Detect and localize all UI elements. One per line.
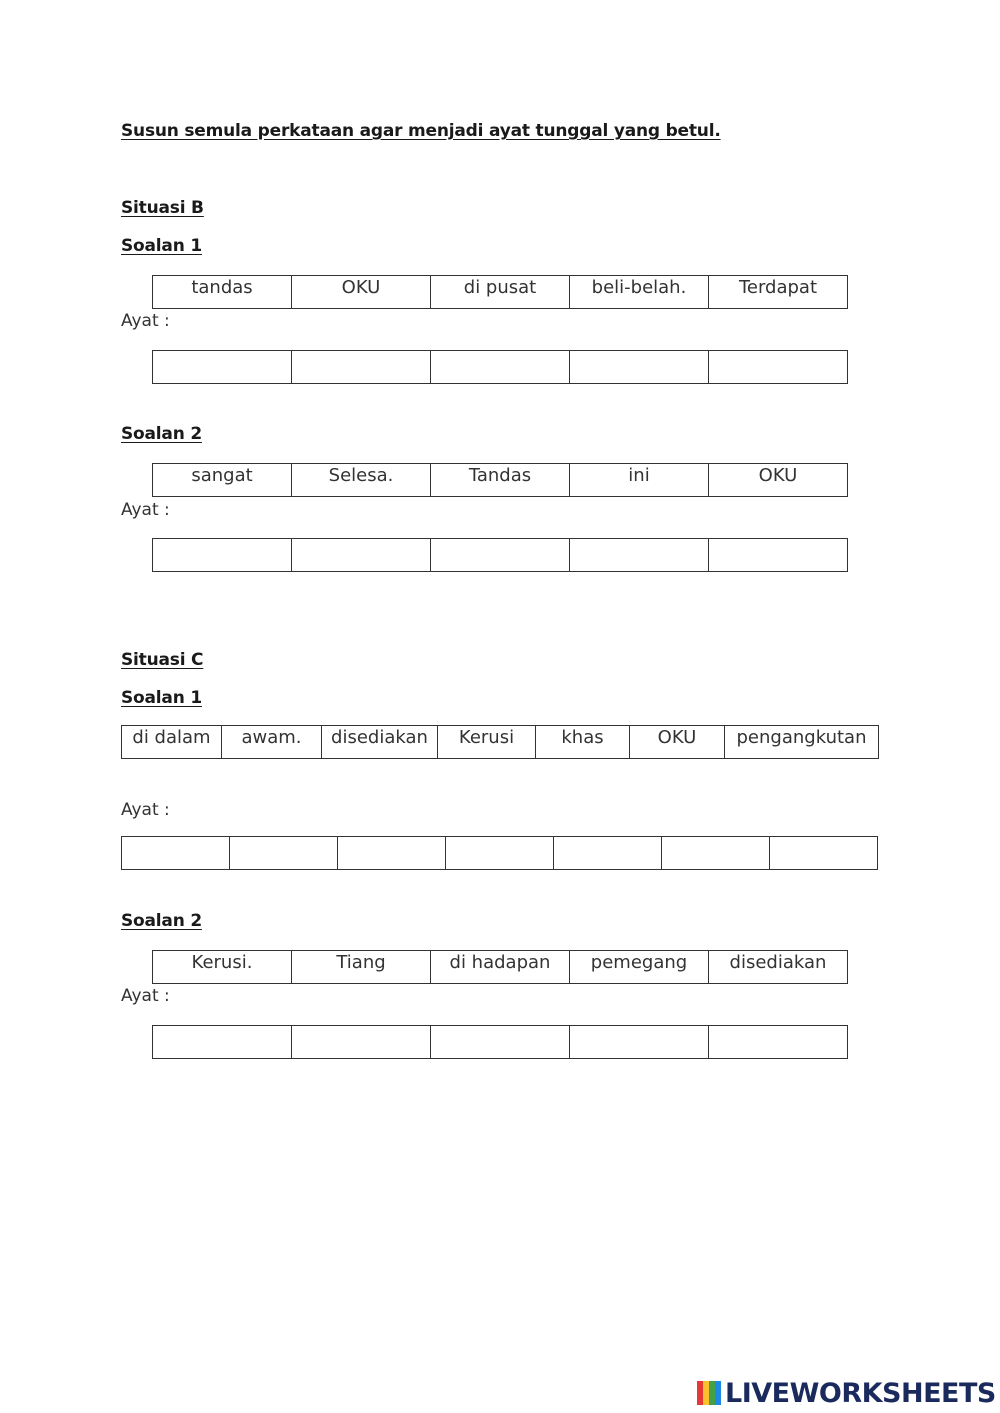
situasi-c-soalan2-word-table xyxy=(152,950,848,984)
answer-slot[interactable] xyxy=(709,1026,848,1059)
situasi-c-soalan1-title: Soalan 1 xyxy=(121,688,202,708)
answer-slot[interactable] xyxy=(570,1026,709,1059)
word-cell[interactable]: disediakan xyxy=(322,726,438,759)
situasi-b-title: Situasi B xyxy=(121,198,204,218)
ayat-label: Ayat : xyxy=(121,311,170,331)
answer-slot[interactable] xyxy=(446,837,554,870)
word-cell[interactable]: di pusat xyxy=(431,276,570,309)
answer-slot[interactable] xyxy=(230,837,338,870)
answer-slot[interactable] xyxy=(153,1026,292,1059)
word-cell[interactable]: sangat xyxy=(153,464,292,497)
answer-slot[interactable] xyxy=(770,837,878,870)
answer-slot[interactable] xyxy=(338,837,446,870)
situasi-b-soalan2-answer-table xyxy=(152,538,848,572)
ayat-label: Ayat : xyxy=(121,986,170,1006)
word-cell[interactable]: OKU xyxy=(292,276,431,309)
word-cell[interactable]: khas xyxy=(536,726,630,759)
answer-slot[interactable] xyxy=(122,837,230,870)
answer-slot[interactable] xyxy=(709,351,848,384)
answer-slot[interactable] xyxy=(431,539,570,572)
answer-slot[interactable] xyxy=(570,539,709,572)
liveworksheets-logo-icon xyxy=(697,1381,721,1405)
situasi-b-soalan1-word-table xyxy=(152,275,848,309)
ayat-label: Ayat : xyxy=(121,800,170,820)
situasi-b-soalan1-answer-table xyxy=(152,350,848,384)
word-cell[interactable]: disediakan xyxy=(709,951,848,984)
situasi-c-soalan2-answer-table xyxy=(152,1025,848,1059)
word-cell[interactable]: Selesa. xyxy=(292,464,431,497)
word-cell[interactable]: OKU xyxy=(709,464,848,497)
word-cell[interactable]: di dalam xyxy=(122,726,222,759)
answer-slot[interactable] xyxy=(153,539,292,572)
word-cell[interactable]: tandas xyxy=(153,276,292,309)
word-cell[interactable]: Kerusi xyxy=(438,726,536,759)
answer-slot[interactable] xyxy=(292,539,431,572)
answer-slot[interactable] xyxy=(662,837,770,870)
word-cell[interactable]: awam. xyxy=(222,726,322,759)
situasi-c-soalan1-answer-table xyxy=(121,836,878,870)
answer-slot[interactable] xyxy=(431,1026,570,1059)
word-cell[interactable]: Tiang xyxy=(292,951,431,984)
answer-slot[interactable] xyxy=(431,351,570,384)
answer-slot[interactable] xyxy=(153,351,292,384)
situasi-c-soalan1-word-table xyxy=(121,725,879,759)
answer-slot[interactable] xyxy=(292,351,431,384)
situasi-b-soalan2-title: Soalan 2 xyxy=(121,424,202,444)
answer-slot[interactable] xyxy=(554,837,662,870)
word-cell[interactable]: beli-belah. xyxy=(570,276,709,309)
answer-slot[interactable] xyxy=(570,351,709,384)
word-cell[interactable]: pengangkutan xyxy=(725,726,879,759)
liveworksheets-brand: LIVEWORKSHEETS xyxy=(725,1377,996,1409)
situasi-c-title: Situasi C xyxy=(121,650,204,670)
liveworksheets-logo xyxy=(697,1378,996,1408)
answer-slot[interactable] xyxy=(709,539,848,572)
word-cell[interactable]: Tandas xyxy=(431,464,570,497)
word-cell[interactable]: OKU xyxy=(630,726,725,759)
word-cell[interactable]: pemegang xyxy=(570,951,709,984)
word-cell[interactable]: ini xyxy=(570,464,709,497)
answer-slot[interactable] xyxy=(292,1026,431,1059)
word-cell[interactable]: Kerusi. xyxy=(153,951,292,984)
word-cell[interactable]: di hadapan xyxy=(431,951,570,984)
ayat-label: Ayat : xyxy=(121,500,170,520)
situasi-c-soalan2-title: Soalan 2 xyxy=(121,911,202,931)
situasi-b-soalan2-word-table xyxy=(152,463,848,497)
word-cell[interactable]: Terdapat xyxy=(709,276,848,309)
instruction-heading: Susun semula perkataan agar menjadi ayat tunggal yang betul. xyxy=(121,121,721,141)
situasi-b-soalan1-title: Soalan 1 xyxy=(121,236,202,256)
logo-bar-4 xyxy=(715,1381,721,1405)
